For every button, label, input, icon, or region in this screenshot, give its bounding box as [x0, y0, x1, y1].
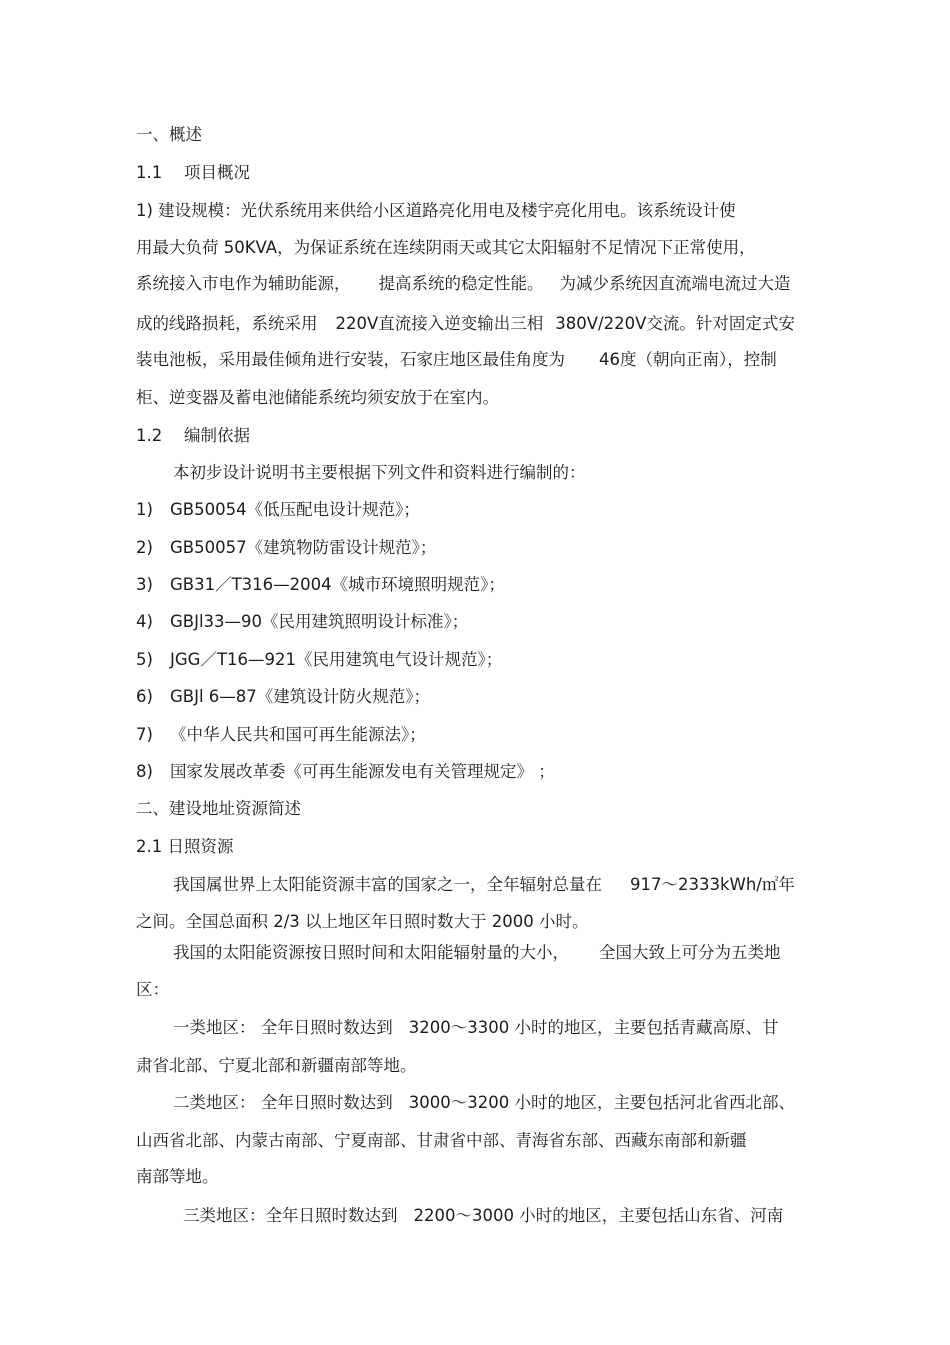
zone-2-line-2: 山西省北部、内蒙古南部、宁夏南部、甘肃省中部、青海省东部、西藏东南部和新疆	[136, 1131, 747, 1150]
reference-item	[136, 537, 836, 559]
zone-3-line-1-part-2: 2200～3000 小时的地区，主要包括山东省、河南	[413, 1206, 784, 1225]
classification-line-1-part-1: 我国的太阳能资源按日照时间和太阳能辐射量的大小，	[173, 943, 569, 962]
section-1-1-number: 1.1	[136, 163, 163, 182]
radiation-line-1-part-2: 917～2333kWh/㎡年	[630, 875, 795, 894]
scale-line-3-part-2: 提高系统的稳定性能。	[378, 274, 544, 293]
reference-number: 2)	[136, 538, 153, 557]
section-1-2-number: 1.2	[136, 426, 163, 445]
zone-1-line-1-part-1: 一类地区： 全年日照时数达到	[173, 1018, 393, 1037]
section-1-2-heading	[136, 425, 836, 447]
reference-item	[136, 499, 836, 521]
scale-line-5-part-2: 46度（朝向正南），控制	[599, 350, 777, 369]
reference-text: 《中华人民共和国可再生能源法》；	[170, 725, 426, 744]
section-1-1-title: 项目概况	[184, 163, 250, 182]
reference-number: 3)	[136, 575, 153, 594]
reference-text: JGG／T16—921《民用建筑电气设计规范》；	[170, 650, 503, 669]
scale-paragraph-line-4	[136, 313, 836, 335]
zone-1-line-1-part-2: 3200～3300 小时的地区，主要包括青藏高原、甘	[408, 1018, 779, 1037]
scale-paragraph-line-1: 1) 建设规模：光伏系统用来供给小区道路亮化用电及楼宇亮化用电。该系统设计使	[136, 201, 736, 220]
reference-number: 1)	[136, 500, 153, 519]
section-1-heading: 一、概述	[136, 125, 202, 144]
zone-2-line-1	[173, 1092, 873, 1114]
reference-item	[136, 761, 836, 783]
zone-3-line-1-part-1: 三类地区：全年日照时数达到	[183, 1206, 398, 1225]
classification-line-1-part-2: 全国大致上可分为五类地	[599, 943, 781, 962]
reference-item	[136, 611, 836, 633]
reference-item	[136, 686, 836, 708]
reference-number: 7)	[136, 725, 153, 744]
section-1-1-heading	[136, 162, 836, 184]
zone-3-line-1	[183, 1205, 883, 1227]
scale-line-3-part-1: 系统接入市电作为辅助能源，	[136, 274, 351, 293]
reference-number: 4)	[136, 612, 153, 631]
zone-1-line-2: 肃省北部、宁夏北部和新疆南部等地。	[136, 1056, 417, 1075]
reference-text: GB50054《低压配电设计规范》；	[170, 500, 420, 519]
radiation-paragraph-line-2: 之间。全国总面积 2/3 以上地区年日照时数大于 2000 小时。	[136, 912, 589, 931]
reference-number: 8)	[136, 762, 153, 781]
scale-line-3-part-3: 为减少系统因直流端电流过大造	[559, 274, 791, 293]
reference-number: 5)	[136, 650, 153, 669]
reference-text: GBJl33—90《民用建筑照明设计标准》；	[170, 612, 469, 631]
scale-line-4-part-2: 220V直流接入逆变输出三相	[335, 314, 544, 333]
scale-line-4-part-3: 380V/220V交流。针对固定式安	[555, 314, 795, 333]
scale-paragraph-line-5	[136, 349, 836, 371]
scale-line-4-part-1: 成的线路损耗，系统采用	[136, 314, 318, 333]
section-2-heading: 二、建设地址资源简述	[136, 799, 301, 818]
radiation-paragraph-line-1	[173, 874, 873, 896]
scale-paragraph-line-2: 用最大负荷 50KVA，为保证系统在连续阴雨天或其它太阳辐射不足情况下正常使用，	[136, 238, 756, 257]
section-2-1-heading: 2.1 日照资源	[136, 837, 234, 856]
zone-2-line-1-part-1: 二类地区： 全年日照时数达到	[173, 1093, 393, 1112]
zone-2-line-1-part-2: 3000～3200 小时的地区，主要包括河北省西北部、	[408, 1093, 795, 1112]
reference-item	[136, 649, 836, 671]
reference-item	[136, 724, 836, 746]
basis-intro: 本初步设计说明书主要根据下列文件和资料进行编制的：	[173, 463, 586, 482]
reference-item	[136, 574, 836, 596]
reference-number: 6)	[136, 687, 153, 706]
reference-text: GB31／T316—2004《城市环境照明规范》；	[170, 575, 505, 594]
zone-1-line-1	[173, 1017, 873, 1039]
scale-paragraph-line-6: 柜、逆变器及蓄电池储能系统均须安放于在室内。	[136, 388, 499, 407]
zone-2-line-3: 南部等地。	[136, 1167, 219, 1186]
radiation-line-1-part-1: 我国属世界上太阳能资源丰富的国家之一，全年辐射总量在	[173, 875, 602, 894]
reference-text: 国家发展改革委《可再生能源发电有关管理规定》 ；	[170, 762, 555, 781]
scale-line-5-part-1: 装电池板，采用最佳倾角进行安装，石家庄地区最佳角度为	[136, 350, 565, 369]
scale-paragraph-line-3	[136, 273, 836, 295]
section-1-2-title: 编制依据	[184, 426, 250, 445]
classification-paragraph-line-1	[173, 942, 873, 964]
reference-text: GB50057《建筑物防雷设计规范》；	[170, 538, 437, 557]
reference-text: GBJl 6—87《建筑设计防火规范》；	[170, 687, 431, 706]
classification-paragraph-line-2: 区：	[136, 980, 169, 999]
